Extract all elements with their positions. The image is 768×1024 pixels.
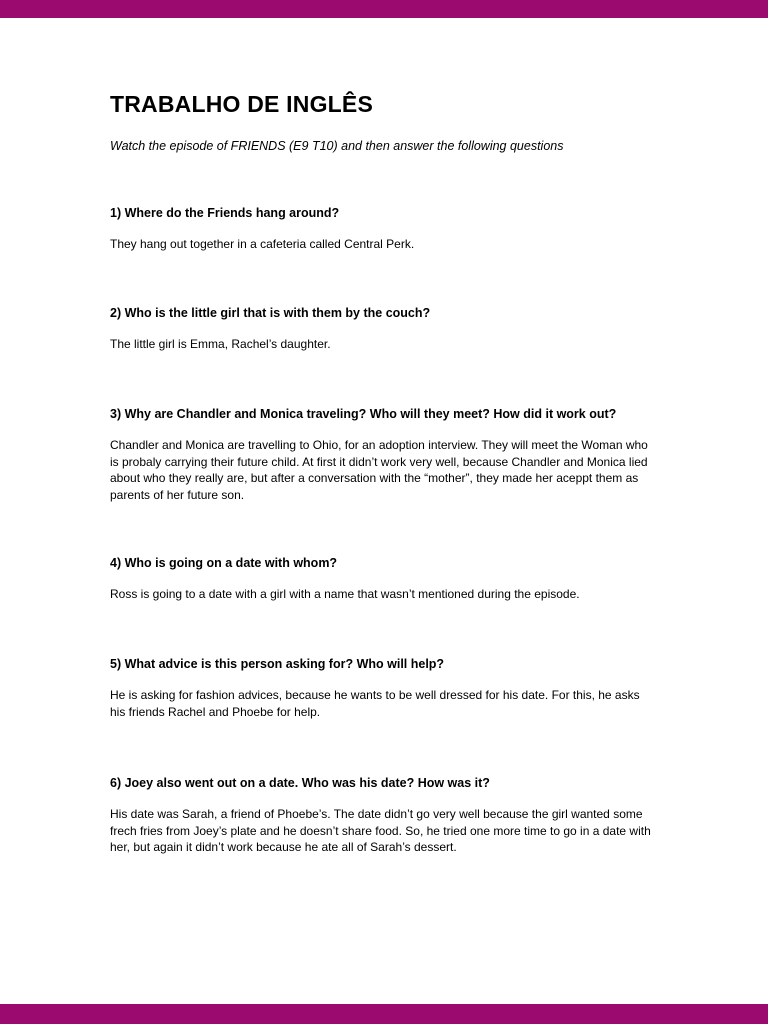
question-2: 2) Who is the little girl that is with them by the couch? — [110, 306, 431, 320]
bottom-accent-bar — [0, 1004, 768, 1024]
question-6: 6) Joey also went out on a date. Who was his date? How was it? — [110, 776, 490, 790]
top-accent-bar — [0, 0, 768, 18]
document-header — [110, 88, 670, 155]
answer-6: His date was Sarah, a friend of Phoebe’s. The date didn’t go very well because the girl wanted some frech fries from Joey’s plate and he doesn’t share food. So, he tried one more time to go in a date with her, but again it didn’t work because he ate all of Sarah’s dessert. — [110, 807, 651, 854]
answer-5: He is asking for fashion advices, because he wants to be well dressed for his date. For this, he asks his friends Rachel and Phoebe for help. — [110, 688, 640, 719]
question-3: 3) Why are Chandler and Monica traveling? Who will they meet? How did it work out? — [110, 407, 617, 421]
answer-4: Ross is going to a date with a girl with a name that wasn’t mentioned during the episode. — [110, 587, 580, 601]
instructions: Watch the episode of FRIENDS (E9 T10) and then answer the following questions — [110, 139, 564, 153]
question-block-1 — [110, 205, 655, 253]
question-4: 4) Who is going on a date with whom? — [110, 556, 338, 570]
answer-1: They hang out together in a cafeteria called Central Perk. — [110, 237, 415, 251]
answer-2: The little girl is Emma, Rachel’s daughter. — [110, 337, 331, 351]
question-block-4 — [110, 555, 655, 603]
answer-3: Chandler and Monica are travelling to Ohio, for an adoption interview. They will meet the Woman who is probaly carrying their future child. At first it didn’t work very well, because Chandler and Monica lied about who they really are, but after a conversation with the “mother”, they made her aceppt them as parents of her future son. — [110, 438, 648, 502]
question-block-6 — [110, 775, 655, 856]
question-5: 5) What advice is this person asking for? Who will help? — [110, 657, 445, 671]
page-title: TRABALHO DE INGLÊS — [110, 91, 373, 117]
question-block-5 — [110, 656, 655, 720]
question-block-3 — [110, 406, 655, 503]
question-block-2 — [110, 305, 655, 353]
question-1: 1) Where do the Friends hang around? — [110, 206, 340, 220]
